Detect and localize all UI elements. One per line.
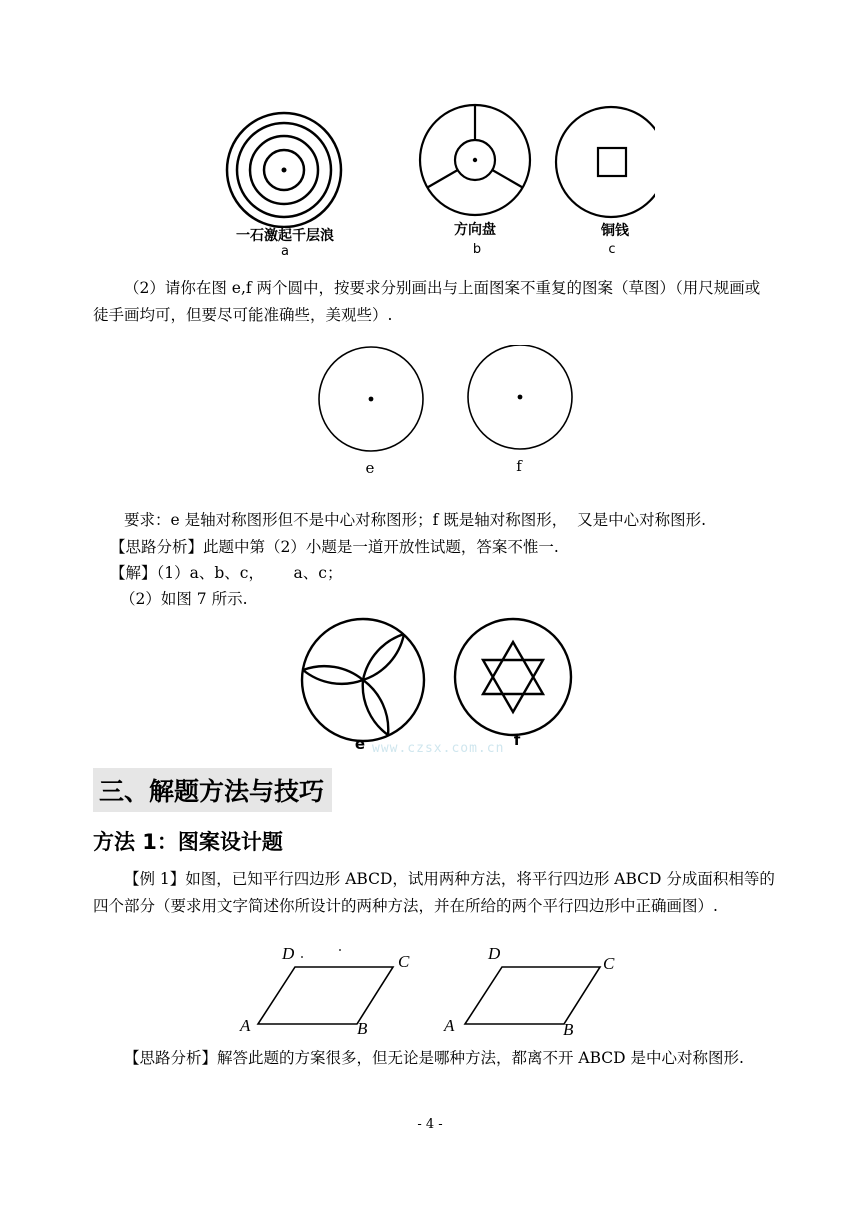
solution-1-text: 【解】（1）a、b、c， a、c；: [110, 564, 343, 582]
vertex-label-a-1: A: [240, 1016, 251, 1035]
question-2-text: （2）请你在图 e,f 两个圆中，按要求分别画出与上面图案不重复的图案（草图）（用尺规画或徒手画均可，但要尽可能准确些，美观些）.: [93, 279, 761, 324]
vertex-label-d-1: D: [282, 944, 295, 963]
answer-figures: [300, 612, 585, 752]
answer-e-label: e: [354, 735, 366, 753]
blank-e-label: e: [365, 459, 375, 477]
analysis-2-text: 【思路分析】解答此题的方案很多，但无论是哪种方法，都离不开 ABCD 是中心对称图形.: [124, 1049, 744, 1067]
example-1-text: 【例 1】如图，已知平行四边形 ABCD，试用两种方法，将平行四边形 ABCD 分成面积相等的四个部分（要求用文字简述你所设计的两种方法，并在所给的两个平行四边形中正确画图）.: [93, 870, 775, 915]
parallelogram-2: [465, 967, 600, 1024]
vertex-label-b-2: B: [563, 1020, 574, 1039]
vertex-label-c-2: C: [603, 954, 615, 973]
vertex-label-d-2: D: [488, 944, 501, 963]
figure-a-caption: 一石激起千层浪: [236, 228, 334, 244]
parallelogram-1: [258, 967, 393, 1024]
blank-f-label: f: [516, 457, 522, 475]
answer-figure-e: [302, 619, 424, 741]
answer-f-label: f: [513, 731, 521, 749]
figure-a-concentric-circles: [227, 113, 341, 227]
vertex-label-b-1: B: [357, 1019, 368, 1038]
watermark: www.czsx.com.cn: [372, 741, 505, 756]
figure-b-caption: 方向盘: [454, 222, 496, 238]
figure-b-letter: b: [472, 242, 482, 257]
top-figures: [215, 100, 655, 228]
page-number: - 4 -: [417, 1117, 443, 1132]
blank-circles: [315, 345, 580, 457]
section-heading: 三、解题方法与技巧: [93, 768, 332, 812]
answer-figure-f: [455, 619, 571, 735]
method-heading: 方法 1：图案设计题: [93, 830, 283, 854]
figure-b-steering-wheel: [420, 105, 530, 215]
figure-c-coin: [556, 107, 655, 217]
requirement-text: 要求：e 是轴对称图形但不是中心对称图形；f 既是轴对称图形， 又是中心对称图形.: [124, 511, 707, 529]
figure-a-letter: a: [281, 244, 289, 259]
solution-2-text: （2）如图 7 所示.: [120, 590, 248, 608]
figure-c-letter: c: [608, 242, 616, 257]
vertex-label-c-1: C: [398, 952, 410, 971]
figure-c-caption: 铜钱: [601, 223, 629, 239]
vertex-label-a-2: A: [444, 1016, 455, 1035]
analysis-1-text: 【思路分析】此题中第（2）小题是一道开放性试题，答案不惟一.: [110, 538, 559, 556]
